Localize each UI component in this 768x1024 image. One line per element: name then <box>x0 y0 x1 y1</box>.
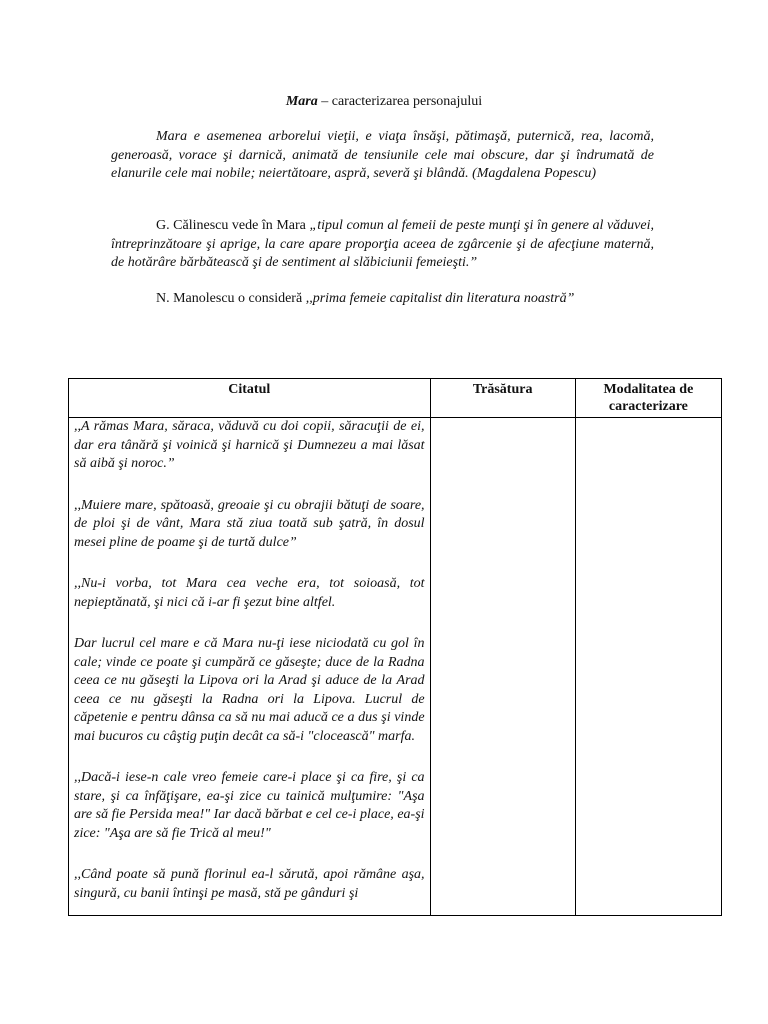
trasatura-cell[interactable] <box>430 418 575 916</box>
paragraph-popescu-text: Mara e asemenea arborelui vieţii, e viaţa însăşi, pătimaşă, puternică, rea, lacomă, generoasă, vorace şi darnică, animată de tensiunile cele mai obscure, dar şi îndrumată de elanurile cele mai nobile; neiertătoare, aspră, severă şi blândă. (Magdalena Popescu) <box>111 129 654 181</box>
paragraph-manolescu <box>111 290 654 309</box>
paragraph-calinescu-quote: „tipul comun al femeii de peste munţi şi în genere al văduvei, întreprinzătoare şi aprige, la care apare proporţia aceea de zgârcenie şi de afecţiune maternă, de hotărâre bărbătească şi de sentiment al slăbiciunii femeieşti.” <box>111 218 654 270</box>
quote-item: ,,Când poate să pună florinul ea-l sărută, apoi rămâne aşa, singură, cu banii întinşi pe masă, stă pe gânduri şi <box>74 867 425 901</box>
quote-item: Dar lucrul cel mare e că Mara nu-ţi iese niciodată cu gol în cale; vinde ce poate şi cumpără ce găseşte; duce de la Radna ceea ce nu găseşti la Lipova ori la Arad şi aduce de la Arad ceea ce nu găseşti la Radna ori la Lipova. Lucrul de căpetenie e pentru dânsa ca să nu mai aducă ce a dus şi vinde mai bucuros cu câştig puţin decât ca să-i "clocească" marfa. <box>74 636 425 744</box>
title-character-name: Mara <box>285 94 318 109</box>
header-modalitatea: Modalitatea de caracterizare <box>575 379 721 418</box>
characterization-table <box>68 378 722 916</box>
table-header-row <box>69 379 722 418</box>
header-citatul: Citatul <box>69 379 431 418</box>
paragraph-calinescu <box>111 217 654 273</box>
quote-item: ,,A rămas Mara, săraca, văduvă cu doi copii, săracuţii de ei, dar era tânără şi voinică şi harnică şi Dumnezeu a mai lăsat să aibă şi noroc.” <box>74 419 425 471</box>
title-subtitle: – caracterizarea personajului <box>317 94 483 109</box>
table-row <box>69 418 722 916</box>
modalitatea-cell[interactable] <box>575 418 721 916</box>
paragraph-manolescu-quote: ,,prima femeie capitalist din literatura noastră” <box>305 291 575 306</box>
quote-item: ,,Muiere mare, spătoasă, greoaie şi cu obrajii bătuţi de soare, de ploi şi de vânt, Mara stă ziua toată sub şatră, în dosul mesei pline de poame şi de turtă dulce” <box>74 497 425 550</box>
header-trasatura: Trăsătura <box>430 379 575 418</box>
quotes-cell <box>69 418 431 916</box>
quote-item: ,,Dacă-i iese-n cale vreo femeie care-i place şi ca fire, şi ca stare, şi ca înfăţişare, ea-şi zice cu tainică mulţumire: "Aşa are să fie Persida mea!" Iar dacă bărbat e cel ce-i place, ea-şi zice: "Aşa are să fie Trică al meu!" <box>74 770 425 841</box>
document-title <box>0 94 768 110</box>
paragraph-calinescu-intro: G. Călinescu vede în Mara <box>156 218 310 233</box>
paragraph-popescu <box>111 128 654 184</box>
paragraph-manolescu-intro: N. Manolescu o consideră <box>156 291 306 306</box>
quote-item: ,,Nu-i vorba, tot Mara cea veche era, tot soioasă, tot nepieptănată, şi nici că i-ar fi şezut bine altfel. <box>74 576 425 610</box>
